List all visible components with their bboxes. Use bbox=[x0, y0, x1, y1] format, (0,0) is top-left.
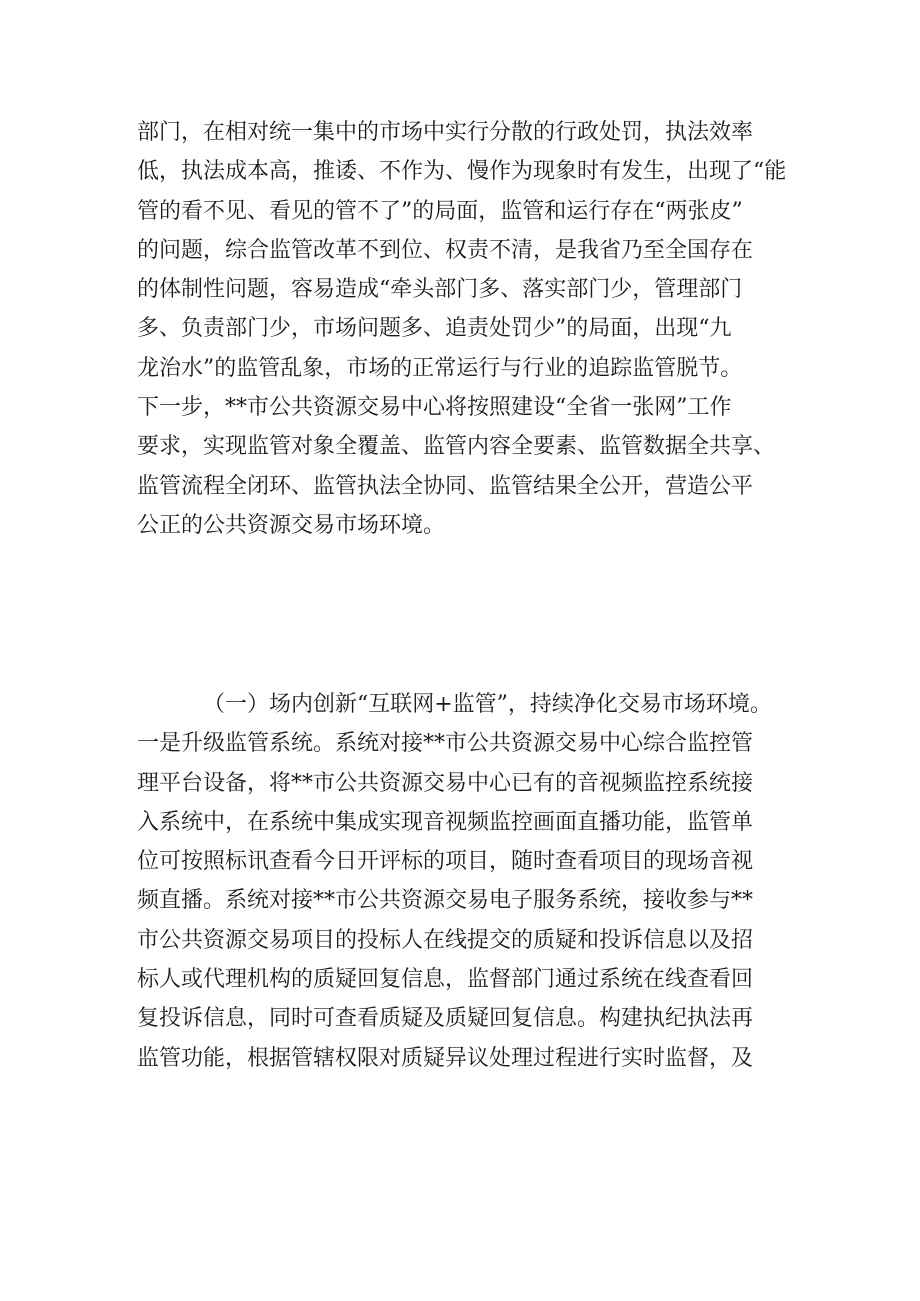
text-line: 管的看不见、看见的管不了”的局面，监管和运行存在“两张皮” bbox=[137, 198, 743, 224]
text-line: 的问题，综合监管改革不到位、权责不清，是我省乃至全国存在 bbox=[137, 237, 754, 263]
text-line: 公正的公共资源交易市场环境。 bbox=[137, 512, 446, 538]
text-line: 监管功能，根据管辖权限对质疑异议处理过程进行实时监督，及 bbox=[137, 1045, 754, 1071]
text-line: 复投诉信息，同时可查看质疑及质疑回复信息。构建执纪执法再 bbox=[137, 1006, 754, 1032]
text-line: 一是升级监管系统。系统对接**市公共资源交易中心综合监控管 bbox=[137, 731, 754, 757]
text-line: 多、负责部门少，市场问题多、追责处罚少”的局面，出现“九 bbox=[137, 316, 732, 342]
text-line: 理平台设备，将**市公共资源交易中心已有的音视频监控系统接 bbox=[137, 770, 754, 796]
text-line: 入系统中，在系统中集成实现音视频监控画面直播功能，监管单 bbox=[137, 809, 754, 835]
section-heading-line: （一）场内创新“互联网+监管”，持续净化交易市场环境。 bbox=[203, 692, 772, 717]
text-line: 下一步，**市公共资源交易中心将按照建设“全省一张网”工作 bbox=[137, 395, 732, 421]
paragraph-continuation bbox=[137, 113, 797, 545]
text-line: 位可按照标讯查看今日开评标的项目，随时查看项目的现场音视 bbox=[137, 849, 754, 875]
text-line: 频直播。系统对接**市公共资源交易电子服务系统，接收参与** bbox=[137, 888, 754, 914]
text-line: 低，执法成本高，推诿、不作为、慢作为现象时有发生，出现了“能 bbox=[137, 159, 787, 185]
text-line: 监管流程全闭环、监管执法全协同、监管结果全公开，营造公平 bbox=[137, 473, 754, 499]
text-line: 龙治水”的监管乱象，市场的正常运行与行业的追踪监管脱节。 bbox=[137, 355, 743, 381]
text-line: 市公共资源交易项目的投标人在线提交的质疑和投诉信息以及招 bbox=[137, 927, 754, 953]
text-line: 要求，实现监管对象全覆盖、监管内容全要素、监管数据全共享、 bbox=[137, 434, 776, 460]
text-line: 部门，在相对统一集中的市场中实行分散的行政处罚，执法效率 bbox=[137, 120, 754, 145]
text-line: 的体制性问题，容易造成“牵头部门多、落实部门少，管理部门 bbox=[137, 277, 743, 303]
text-line: 标人或代理机构的质疑回复信息，监督部门通过系统在线查看回 bbox=[137, 967, 754, 993]
section-paragraph bbox=[137, 685, 797, 1078]
